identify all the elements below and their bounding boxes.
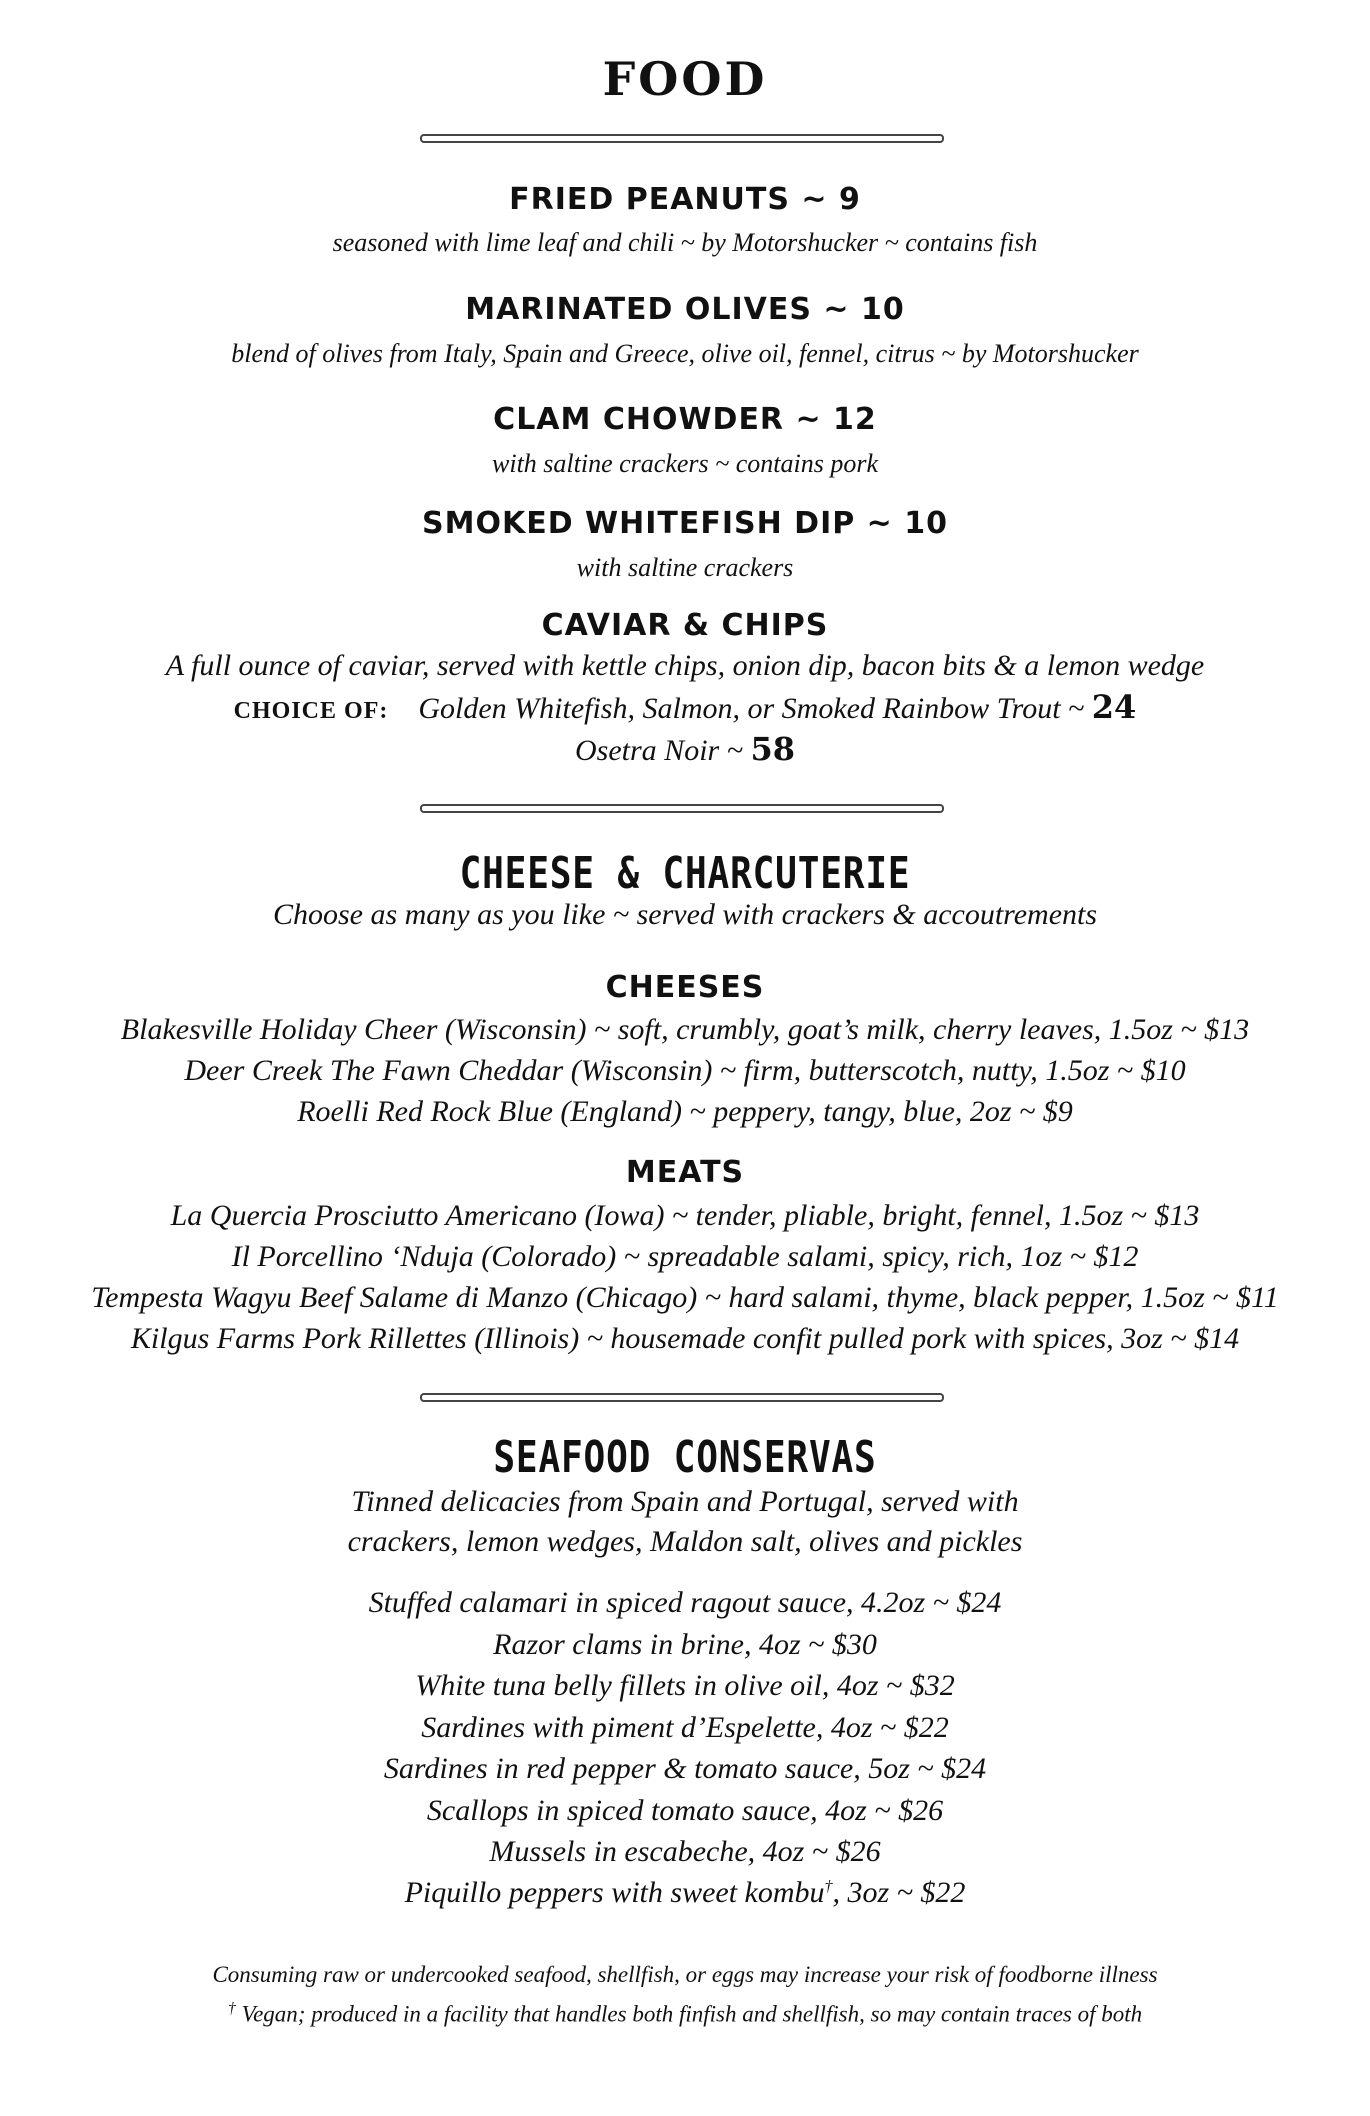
- meat-item: Il Porcellino ‘Nduja (Colorado) ~ spreadable salami, spicy, rich, 1oz ~ $12: [231, 1240, 1139, 1273]
- dish-name: FRIED PEANUTS ~ 9: [509, 182, 861, 217]
- seafood-item: White tuna belly fillets in olive oil, 4oz ~ $32: [415, 1669, 955, 1702]
- seafood-item: Stuffed calamari in spiced ragout sauce, 4.2oz ~ $24: [368, 1586, 1002, 1619]
- food-title: FOOD: [602, 52, 768, 106]
- divider: [420, 134, 944, 143]
- dish-description: seasoned with lime leaf and chili ~ by Motorshucker ~ contains fish: [332, 228, 1038, 257]
- seafood-section-title: SEAFOOD CONSERVAS: [493, 1432, 877, 1483]
- cheese-item: Blakesville Holiday Cheer (Wisconsin) ~ soft, crumbly, goat’s milk, cherry leaves, 1.5oz ~ $13: [120, 1013, 1250, 1046]
- divider: [420, 1393, 944, 1402]
- seafood-item: Sardines in red pepper & tomato sauce, 5oz ~ $24: [383, 1752, 987, 1785]
- seafood-item: [0, 1876, 1370, 1910]
- caviar-option: Golden Whitefish, Salmon, or Smoked Rainbow Trout: [418, 692, 1061, 725]
- seafood-item-name: Piquillo peppers with sweet kombu: [404, 1876, 825, 1909]
- dagger-mark: †: [227, 2000, 236, 2017]
- dish-name: MARINATED OLIVES ~ 10: [465, 292, 905, 327]
- seafood-item: Scallops in spiced tomato sauce, 4oz ~ $26: [426, 1794, 944, 1827]
- divider: [420, 804, 944, 813]
- seafood-item: Razor clams in brine, 4oz ~ $30: [493, 1628, 877, 1661]
- caviar-price: 24: [1091, 688, 1137, 726]
- caviar-price: 58: [750, 730, 795, 768]
- food-safety-warning: Consuming raw or undercooked seafood, shellfish, or eggs may increase your risk of foodborne illness: [212, 1962, 1158, 1987]
- dish-name: SMOKED WHITEFISH DIP ~ 10: [421, 506, 948, 541]
- meat-item: Kilgus Farms Pork Rillettes (Illinois) ~ housemade confit pulled pork with spices, 3oz ~ $14: [130, 1322, 1240, 1355]
- seafood-item: Sardines with piment d’Espelette, 4oz ~ $22: [421, 1711, 949, 1744]
- meat-item: Tempesta Wagyu Beef Salame di Manzo (Chicago) ~ hard salami, thyme, black pepper, 1.5oz ~ $11: [91, 1281, 1279, 1314]
- dish-name: CAVIAR & CHIPS: [541, 608, 829, 643]
- separator: ~: [1068, 692, 1085, 725]
- dish-description: blend of olives from Italy, Spain and Greece, olive oil, fennel, citrus ~ by Motorshucker: [231, 339, 1139, 368]
- meats-heading: MEATS: [625, 1155, 745, 1190]
- vegan-note-text: Vegan; produced in a facility that handles both finfish and shellfish, so may contain traces of both: [235, 2001, 1143, 2027]
- seafood-section-subtitle: crackers, lemon wedges, Maldon salt, olives and pickles: [347, 1525, 1023, 1558]
- cheeses-heading: CHEESES: [605, 970, 765, 1005]
- cheese-item: Deer Creek The Fawn Cheddar (Wisconsin) ~ firm, butterscotch, nutty, 1.5oz ~ $10: [184, 1054, 1186, 1087]
- seafood-section-subtitle: Tinned delicacies from Spain and Portugal, served with: [351, 1485, 1019, 1518]
- separator: ~: [726, 734, 743, 767]
- seafood-item-detail: , 3oz ~ $22: [832, 1876, 966, 1909]
- dish-description: with saltine crackers ~ contains pork: [492, 449, 878, 478]
- choice-label: CHOICE OF:: [233, 698, 389, 724]
- caviar-choice-line: [0, 688, 1370, 726]
- dagger-mark: †: [824, 1878, 833, 1895]
- seafood-item: Mussels in escabeche, 4oz ~ $26: [489, 1835, 881, 1868]
- dish-name: CLAM CHOWDER ~ 12: [493, 402, 877, 437]
- dish-description: A full ounce of caviar, served with kettle chips, onion dip, bacon bits & a lemon wedge: [165, 649, 1205, 682]
- dish-description: with saltine crackers: [576, 553, 794, 582]
- caviar-option: Osetra Noir: [575, 734, 720, 767]
- cheese-item: Roelli Red Rock Blue (England) ~ peppery, tangy, blue, 2oz ~ $9: [297, 1095, 1073, 1128]
- cheese-section-subtitle: Choose as many as you like ~ served with crackers & accoutrements: [272, 898, 1098, 931]
- cheese-section-title: CHEESE & CHARCUTERIE: [459, 848, 911, 899]
- caviar-choice-line: [0, 730, 1370, 768]
- meat-item: La Quercia Prosciutto Americano (Iowa) ~ tender, pliable, bright, fennel, 1.5oz ~ $13: [170, 1199, 1200, 1232]
- vegan-note: [0, 2000, 1370, 2028]
